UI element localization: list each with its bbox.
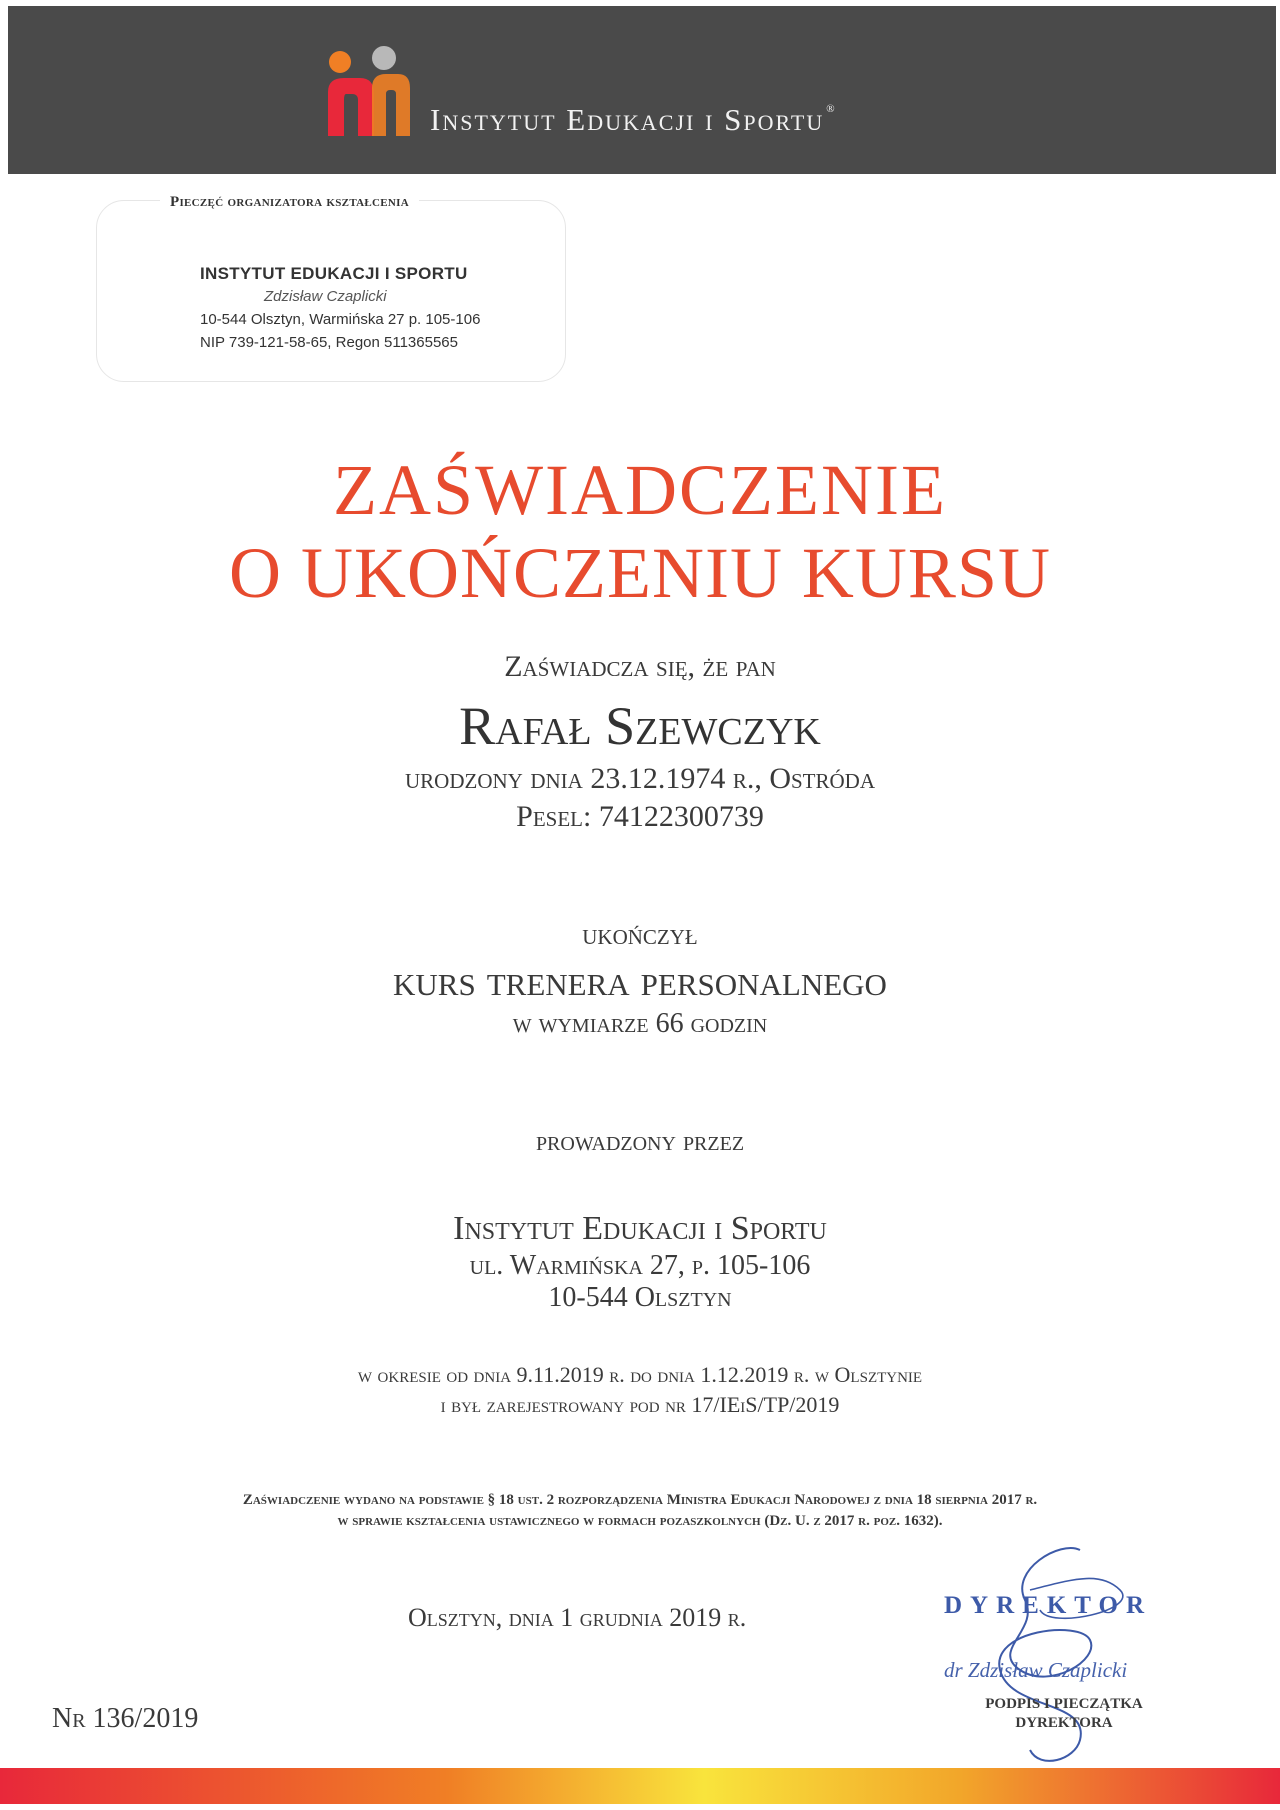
stamp-institute-name: INSTYTUT EDUKACJI I SPORTU (200, 264, 468, 283)
recipient-name: Rafał Szewczyk (459, 696, 821, 756)
institute-logo-text: Instytut Edukacji i Sportu ® (430, 102, 837, 137)
director-signature-icon (930, 1530, 1170, 1780)
attestation-line: Zaświadcza się, że pan (504, 650, 776, 683)
stamp-tax-ids: NIP 739-121-58-65, Regon 511365565 (200, 334, 458, 351)
legal-basis-line-1: Zaświadczenie wydano na podstawie § 18 ust. 2 rozporządzenia Ministra Edukacji Narodowej z dnia 18 sierpnia 2017 r. (242, 1492, 1038, 1508)
course-name: kurs trenera personalnego (393, 956, 887, 1005)
header-band (8, 6, 1276, 174)
place-and-date: Olsztyn, dnia 1 grudnia 2019 r. (408, 1603, 747, 1632)
stamp-person: Zdzisław Czaplicki (264, 288, 387, 305)
certificate-number: Nr 136/2019 (52, 1703, 199, 1734)
pesel-line: Pesel: 74122300739 (516, 800, 764, 833)
certificate-title: ZAŚWIADCZENIE (333, 450, 947, 530)
director-stamp-name: dr Zdzisław Czaplicki (944, 1658, 1128, 1682)
stamp-address: 10-544 Olsztyn, Warmińska 27 p. 105-106 (200, 311, 481, 328)
birth-line: urodzony dnia 23.12.1974 r., Ostróda (405, 762, 875, 795)
institute-logo-icon (324, 44, 414, 140)
footer-gradient-band (0, 1768, 1280, 1804)
certificate-subtitle: O UKOŃCZENIU KURSU (229, 533, 1051, 613)
institute-address-city: 10-544 Olsztyn (548, 1282, 732, 1313)
director-stamp-title: DYREKTOR (944, 1592, 1153, 1619)
legal-basis-line-2: w sprawie kształcenia ustawicznego w formach pozaszkolnych (Dz. U. z 2017 r. poz. 1632). (337, 1513, 943, 1529)
signature-caption: PODPIS I PIECZĄTKA DYREKTORA (985, 1696, 1143, 1731)
institute-name: Instytut Edukacji i Sportu (453, 1210, 827, 1247)
registration-line: i był zarejestrowany pod nr 17/IEiS/TP/2019 (440, 1392, 840, 1417)
conducted-by-label: prowadzony przez (535, 1126, 745, 1157)
course-period: w okresie od dnia 9.11.2019 r. do dnia 1.12.2019 r. w Olsztynie (357, 1362, 923, 1387)
course-hours: w wymiarze 66 godzin (512, 1008, 768, 1039)
completed-label: ukończył (582, 918, 698, 951)
organizer-stamp (200, 262, 530, 354)
organizer-stamp-caption: Pieczęć organizatora kształcenia (160, 194, 419, 211)
institute-address-street: ul. Warmińska 27, p. 105-106 (469, 1250, 811, 1281)
